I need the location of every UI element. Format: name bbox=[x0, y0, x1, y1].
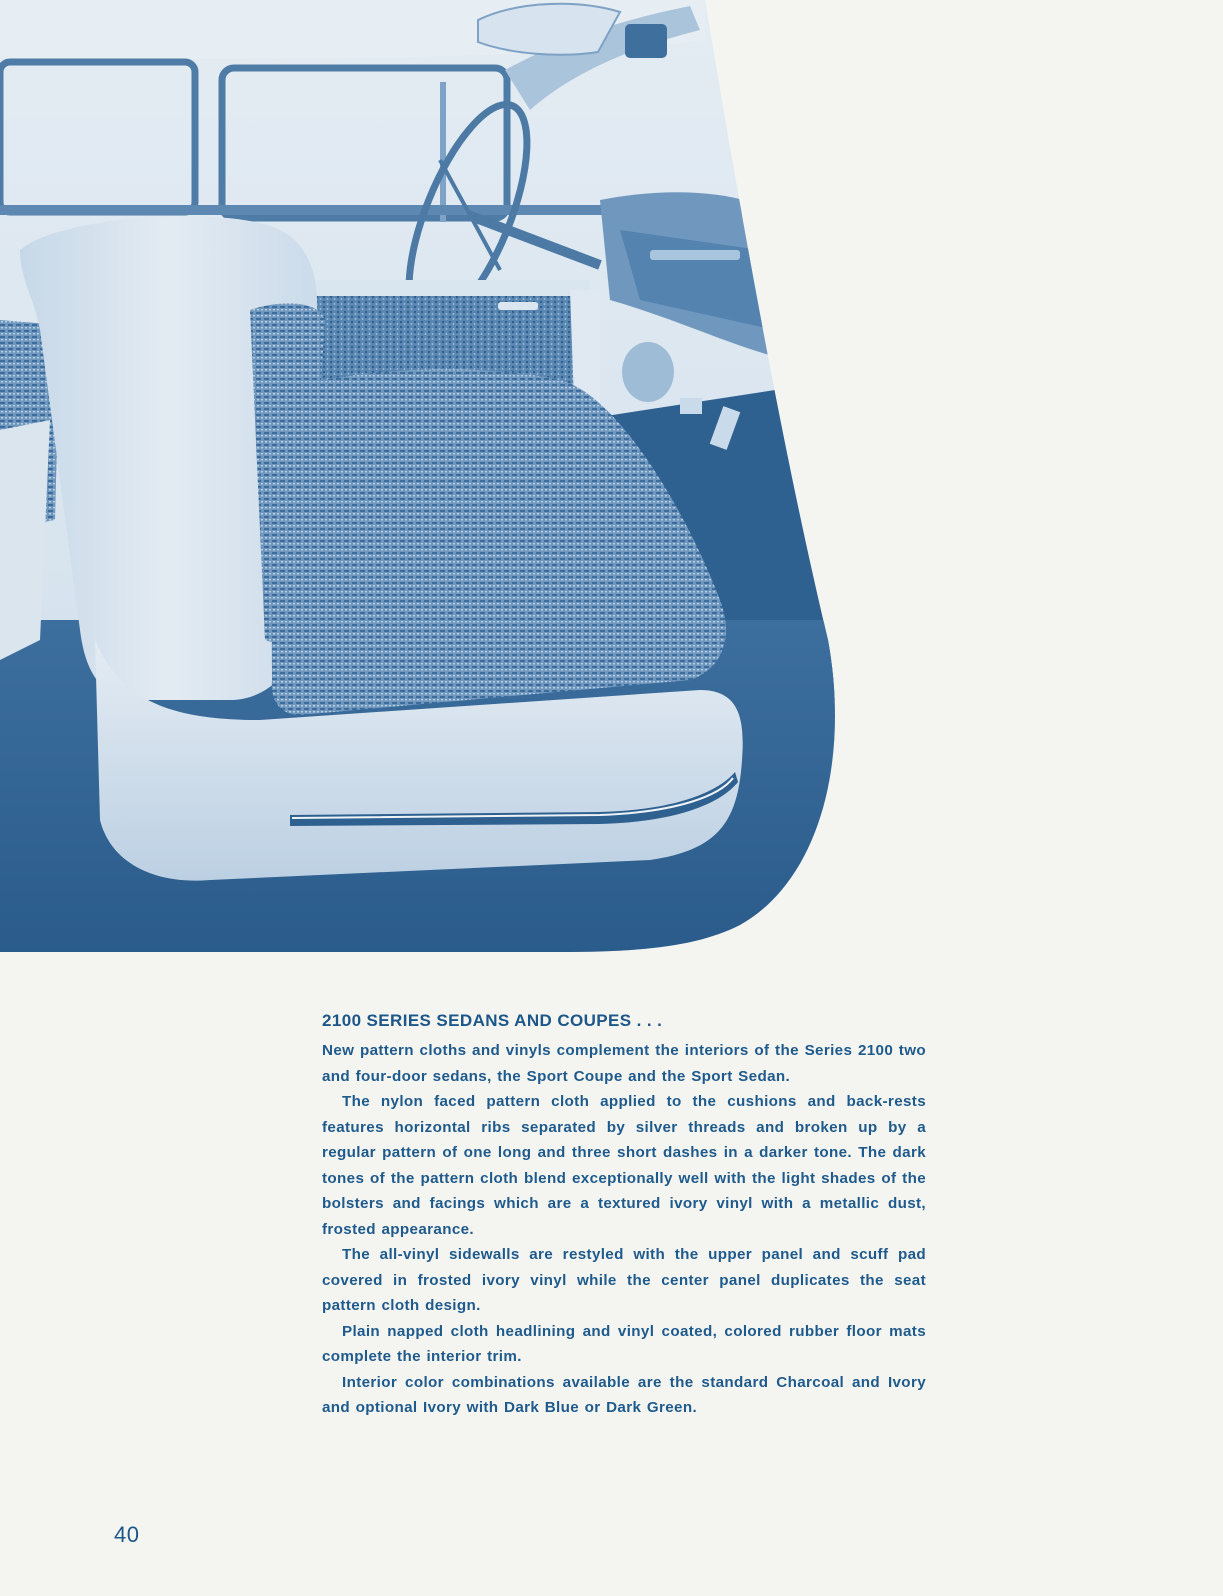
interior-photo-illustration bbox=[0, 0, 840, 955]
article-paragraph-cloth: The nylon faced pattern cloth applied to the cushions and back-rests features horizontal ribs separated by silver threads and broken up by a regular pattern of one long and three short dashes in a darker tone. The dark tones of the pattern cloth blend exceptionally well with the light shades of the bolsters and facings which are a textured ivory vinyl with a metallic dust, frosted appearance. bbox=[322, 1093, 926, 1238]
article-paragraph-headlining: Plain napped cloth headlining and vinyl coated, colored rubber floor mats complete the interior trim. bbox=[322, 1322, 926, 1365]
article-paragraph-intro: New pattern cloths and vinyls complement the interiors of the Series 2100 two and four-door sedans, the Sport Coupe and the Sport Sedan. bbox=[322, 1042, 926, 1085]
article bbox=[322, 1010, 926, 1421]
article-heading: 2100 SERIES SEDANS AND COUPES . . . bbox=[322, 1011, 663, 1030]
article-paragraph-sidewalls: The all-vinyl sidewalls are restyled with the upper panel and scuff pad covered in frosted ivory vinyl while the center panel duplicates the seat pattern cloth design. bbox=[322, 1246, 926, 1314]
interior-photo bbox=[0, 0, 840, 955]
article-paragraph-colors: Interior color combinations available are the standard Charcoal and Ivory and optional Ivory with Dark Blue or Dark Green. bbox=[322, 1373, 926, 1416]
page-number: 40 bbox=[114, 1522, 140, 1547]
